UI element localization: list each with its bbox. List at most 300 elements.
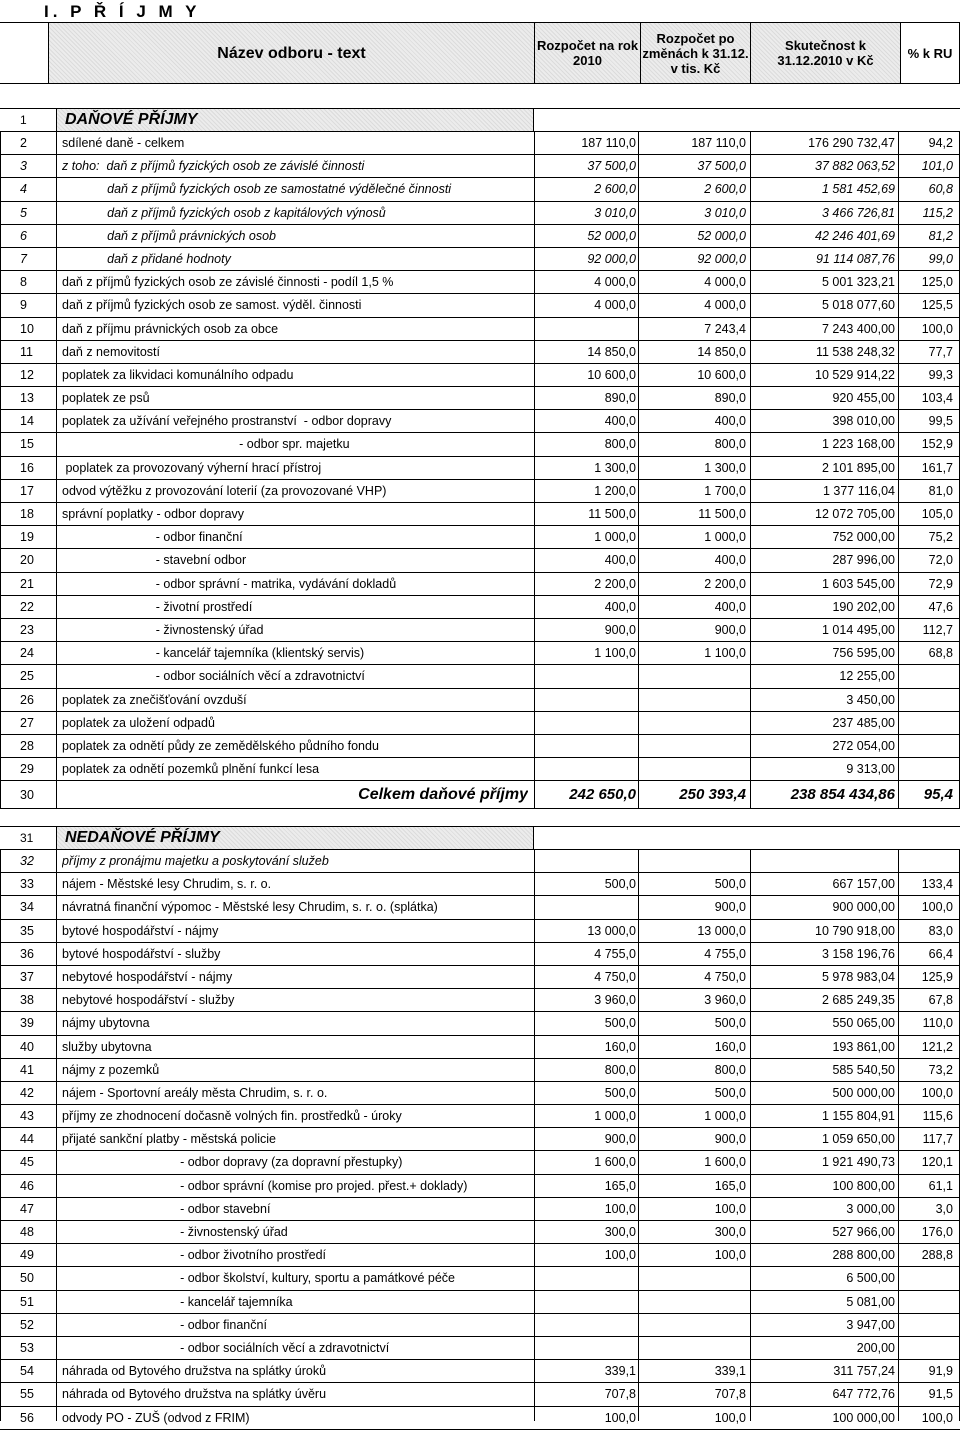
budget-value: 4 000,0	[594, 275, 636, 290]
actual-value: 1 921 490,73	[822, 1155, 895, 1170]
grid-line	[898, 132, 899, 809]
table-row	[0, 1036, 960, 1059]
row-number: 19	[20, 530, 34, 545]
row-name: náhrada od Bytového družstva na splátky úvěru	[62, 1387, 327, 1402]
row-name: služby ubytovna	[62, 1039, 152, 1054]
budget-value: 4 755,0	[594, 946, 636, 961]
budget-value: 300,0	[604, 1225, 636, 1239]
actual-value: 398 010,00	[832, 414, 895, 429]
budget-value: 165,0	[604, 1178, 636, 1193]
row-number: 12	[20, 367, 34, 382]
row-number: 8	[20, 275, 27, 290]
actual-value: 5 978 983,04	[822, 969, 895, 984]
table-row	[0, 873, 960, 896]
budget-value: 1 200,0	[594, 483, 636, 498]
pct-value: 67,8	[928, 993, 953, 1008]
row-name: nájmy z pozemků	[62, 1062, 160, 1077]
table-row	[0, 1128, 960, 1151]
row-number: 32	[20, 854, 34, 868]
row-name: daň z nemovitostí	[62, 344, 160, 359]
grid-line	[534, 132, 535, 809]
actual-value: 900 000,00	[832, 900, 895, 915]
actual-value: 3 000,00	[846, 1201, 895, 1216]
pct-value: 83,0	[928, 923, 953, 938]
pct-value: 75,2	[928, 530, 953, 545]
pct-value: 112,7	[922, 622, 953, 637]
pct-value: 100,0	[921, 1410, 953, 1425]
row-name: poplatek za užívání veřejného prostranství - odbor dopravy	[62, 414, 392, 429]
budget-value: 160,0	[604, 1039, 636, 1054]
row-number: 20	[20, 553, 34, 568]
row-number: 4	[20, 182, 27, 197]
row-name: - odbor spr. majetku	[62, 437, 350, 452]
table-row	[0, 433, 960, 456]
actual-value: 1 014 495,00	[822, 622, 895, 637]
header-pct: % k RU	[900, 23, 960, 83]
table-row	[0, 132, 960, 155]
row-name: odvody PO - ZUŠ (odvod z FRIM)	[62, 1410, 250, 1425]
budget-after-value: 1 000,0	[704, 1109, 746, 1124]
row-number: 9	[20, 298, 27, 313]
budget-value: 13 000,0	[587, 923, 636, 938]
pct-value: 101,0	[921, 159, 953, 174]
row-name: poplatek za uložení odpadů	[62, 715, 215, 730]
budget-after-value: 707,8	[714, 1387, 746, 1402]
budget-after-value: 1 700,0	[704, 483, 746, 498]
row-number: 37	[20, 969, 34, 984]
actual-value: 756 595,00	[832, 646, 895, 661]
row-number: 3	[20, 159, 27, 174]
actual-value: 272 054,00	[832, 738, 895, 753]
actual-value: 1 603 545,00	[822, 576, 895, 591]
row-name: daň z příjmu právnických osob za obce	[62, 321, 279, 336]
row-name: daň z příjmů fyzických osob ze samostatné výdělečné činnosti	[62, 182, 452, 197]
row-number: 52	[20, 1317, 34, 1332]
row-number: 47	[20, 1201, 34, 1216]
budget-value: 1 300,0	[594, 460, 636, 475]
budget-value: 800,0	[604, 1062, 636, 1077]
table-row	[0, 1337, 960, 1360]
row-number: 42	[20, 1085, 34, 1100]
row-number: 43	[20, 1109, 34, 1124]
row-name: poplatek za provozovaný výherní hrací přístroj	[62, 460, 322, 475]
row-name: nebytové hospodářství - služby	[62, 993, 235, 1008]
row-name: - odbor sociálních věcí a zdravotnictví	[62, 1340, 390, 1355]
table-row	[0, 1221, 960, 1244]
grid-line	[750, 132, 751, 809]
row-number: 2	[20, 136, 27, 150]
row-name: - odbor stavební	[62, 1201, 271, 1216]
row-name: poplatek za odnětí půdy ze zemědělského půdního fondu	[62, 738, 379, 753]
pct-value: 125,9	[921, 969, 953, 984]
actual-value: 1 223 168,00	[822, 437, 895, 452]
budget-after-value: 1 100,0	[704, 646, 746, 661]
grid-line	[638, 132, 639, 809]
table-row	[0, 1291, 960, 1314]
pct-value: 125,0	[921, 275, 953, 290]
table-row	[0, 202, 960, 225]
budget-after-value: 4 755,0	[704, 946, 746, 961]
row-number: 22	[20, 599, 34, 614]
pct-value: 176,0	[921, 1225, 953, 1239]
row-name: nájem - Městské lesy Chrudim, s. r. o.	[62, 877, 272, 892]
budget-after-value: 300,0	[714, 1225, 746, 1239]
row-number: 25	[20, 669, 34, 684]
budget-value: 4 000,0	[594, 298, 636, 313]
row-name: poplatek za likvidaci komunálního odpadu	[62, 367, 294, 382]
pct-value: 121,2	[921, 1039, 953, 1054]
section-tax	[0, 108, 960, 132]
actual-value: 647 772,76	[832, 1387, 895, 1402]
actual-value: 500 000,00	[832, 1085, 895, 1100]
table-row	[0, 689, 960, 712]
table-row	[0, 387, 960, 410]
section-num: 31	[20, 831, 34, 845]
pct-value: 81,2	[928, 228, 953, 243]
row-number: 51	[20, 1294, 34, 1309]
budget-value: 400,0	[604, 414, 636, 429]
budget-after-value: 160,0	[714, 1039, 746, 1054]
actual-value: 238 854 434,86	[790, 786, 895, 804]
table-row	[0, 318, 960, 341]
actual-value: 9 313,00	[846, 762, 895, 777]
actual-value: 287 996,00	[832, 553, 895, 568]
pct-value: 161,7	[921, 460, 953, 475]
row-name: nájmy ubytovna	[62, 1016, 150, 1031]
budget-after-value: 165,0	[714, 1178, 746, 1193]
row-name: - odbor školství, kultury, sportu a památkové péče	[62, 1271, 455, 1286]
row-name: daň z příjmů fyzických osob ze závislé činnosti - podíl 1,5 %	[62, 275, 394, 290]
budget-value: 37 500,0	[587, 159, 636, 174]
pct-value: 60,8	[928, 182, 953, 197]
budget-value: 1 000,0	[594, 1109, 636, 1124]
row-name: poplatek za odnětí pozemků plnění funkcí lesa	[62, 762, 320, 777]
row-name: - kancelář tajemníka (klientský servis)	[62, 646, 365, 661]
row-number: 26	[20, 692, 34, 707]
table-header	[0, 22, 960, 84]
pct-value: 133,4	[921, 877, 953, 892]
row-number: 50	[20, 1271, 34, 1286]
pct-value: 95,4	[923, 786, 953, 804]
row-name: poplatek ze psů	[62, 391, 150, 406]
row-name: daň z příjmů právnických osob	[62, 228, 276, 243]
actual-value: 10 790 918,00	[815, 923, 895, 938]
table-row	[0, 1360, 960, 1383]
actual-value: 176 290 732,47	[808, 136, 895, 150]
pct-value: 99,5	[928, 414, 953, 429]
budget-value: 11 500,0	[588, 507, 636, 521]
actual-value: 920 455,00	[832, 391, 895, 406]
table-row	[0, 989, 960, 1012]
table-row	[0, 155, 960, 178]
row-number: 13	[20, 391, 34, 406]
actual-value: 752 000,00	[832, 530, 895, 545]
row-number: 17	[20, 483, 34, 498]
table-row	[0, 271, 960, 294]
budget-value: 3 010,0	[594, 205, 636, 220]
row-number: 16	[20, 460, 34, 475]
section-num: 1	[20, 113, 27, 127]
grid-line	[534, 850, 535, 1421]
section-title: DAŇOVÉ PŘÍJMY	[56, 109, 534, 131]
row-number: 24	[20, 646, 34, 661]
budget-after-value: 4 000,0	[704, 275, 746, 290]
pct-value: 117,7	[922, 1132, 953, 1147]
budget-after-value: 2 200,0	[704, 576, 746, 591]
row-number: 46	[20, 1178, 34, 1193]
budget-value: 4 750,0	[594, 969, 636, 984]
pct-value: 110,0	[922, 1016, 953, 1031]
budget-after-value: 800,0	[714, 1062, 746, 1077]
budget-after-value: 400,0	[714, 553, 746, 568]
budget-value: 14 850,0	[587, 344, 636, 359]
row-name: daň z příjmů fyzických osob z kapitálových výnosů	[62, 205, 386, 220]
budget-value: 242 650,0	[569, 786, 636, 804]
budget-after-value: 92 000,0	[697, 251, 746, 266]
row-name: - životní prostředí	[62, 599, 253, 614]
row-number: 55	[20, 1387, 34, 1402]
budget-after-value: 890,0	[714, 391, 746, 406]
table-row	[0, 642, 960, 665]
actual-value: 12 072 705,00	[815, 507, 895, 521]
row-number: 53	[20, 1340, 34, 1355]
budget-after-value: 187 110,0	[691, 136, 746, 150]
actual-value: 1 377 116,04	[822, 483, 895, 498]
grid-line	[898, 850, 899, 1421]
row-number: 6	[20, 228, 27, 243]
row-number: 14	[20, 414, 34, 429]
table-row	[0, 712, 960, 735]
table-row	[0, 1267, 960, 1290]
actual-value: 1 581 452,69	[822, 182, 895, 197]
table-row	[0, 943, 960, 966]
pct-value: 47,6	[928, 599, 953, 614]
table-row	[0, 1105, 960, 1128]
actual-value: 550 065,00	[832, 1016, 895, 1031]
row-number: 54	[20, 1364, 34, 1379]
row-number: 41	[20, 1062, 34, 1077]
row-number: 34	[20, 900, 34, 915]
grid-line	[0, 850, 1, 1421]
actual-value: 237 485,00	[832, 715, 895, 730]
pct-value: 72,0	[928, 553, 953, 568]
grid-line	[750, 850, 751, 1421]
budget-value: 2 600,0	[594, 182, 636, 197]
row-number: 33	[20, 877, 34, 892]
table-row	[0, 1314, 960, 1337]
actual-value: 100 800,00	[832, 1178, 895, 1193]
row-name: - odbor finanční	[62, 530, 243, 545]
row-name: daň z příjmů fyzických osob ze samost. výděl. činnosti	[62, 298, 362, 313]
actual-value: 288 800,00	[832, 1248, 895, 1263]
total-row	[0, 781, 960, 809]
table-row	[0, 619, 960, 642]
budget-after-value: 3 010,0	[704, 205, 746, 220]
row-number: 29	[20, 762, 34, 777]
budget-after-value: 1 000,0	[704, 530, 746, 545]
actual-value: 2 685 249,35	[822, 993, 895, 1008]
actual-value: 200,00	[856, 1340, 895, 1355]
row-number: 38	[20, 993, 34, 1008]
row-number: 45	[20, 1155, 34, 1170]
table-row	[0, 665, 960, 688]
row-name: náhrada od Bytového družstva na splátky úroků	[62, 1364, 327, 1379]
row-number: 39	[20, 1016, 34, 1031]
table-row	[0, 896, 960, 919]
table-row	[0, 596, 960, 619]
actual-value: 190 202,00	[832, 599, 895, 614]
actual-value: 11 538 248,32	[815, 344, 895, 359]
row-number: 40	[20, 1039, 34, 1054]
actual-value: 193 861,00	[832, 1039, 895, 1054]
pct-value: 91,5	[928, 1387, 953, 1402]
row-number: 27	[20, 715, 34, 730]
row-number: 11	[20, 344, 33, 359]
table-row	[0, 758, 960, 781]
table-row	[0, 341, 960, 364]
table-row	[0, 503, 960, 526]
table-row	[0, 1082, 960, 1105]
budget-after-value: 800,0	[714, 437, 746, 452]
table-row	[0, 966, 960, 989]
budget-after-value: 10 600,0	[697, 367, 746, 382]
budget-after-value: 4 750,0	[704, 969, 746, 984]
actual-value: 3 158 196,76	[822, 946, 895, 961]
table-row	[0, 410, 960, 433]
budget-value: 800,0	[604, 437, 636, 452]
row-name: - odbor dopravy (za dopravní přestupky)	[62, 1155, 403, 1170]
row-number: 5	[20, 205, 27, 220]
budget-after-value: 500,0	[714, 1016, 746, 1031]
budget-after-value: 400,0	[714, 414, 746, 429]
actual-value: 12 255,00	[839, 669, 895, 684]
row-number: 15	[20, 437, 34, 452]
row-number: 10	[20, 321, 34, 336]
actual-value: 667 157,00	[832, 877, 895, 892]
pct-value: 91,9	[928, 1364, 953, 1379]
actual-value: 527 966,00	[832, 1225, 895, 1239]
table-row	[0, 549, 960, 572]
budget-after-value: 100,0	[714, 1248, 746, 1263]
row-name: - živnostenský úřad	[62, 1225, 288, 1239]
pct-value: 99,0	[928, 251, 953, 266]
budget-value: 1 600,0	[594, 1155, 636, 1170]
row-name: návratná finanční výpomoc - Městské lesy Chrudim, s. r. o. (splátka)	[62, 900, 438, 915]
header-actual: Skutečnost k 31.12.2010 v Kč	[750, 23, 900, 83]
row-number: 21	[20, 576, 34, 591]
budget-value: 187 110,0	[581, 136, 636, 150]
grid-line	[638, 850, 639, 1421]
actual-value: 91 114 087,76	[815, 251, 895, 266]
pct-value: 288,8	[921, 1248, 953, 1263]
row-name: bytové hospodářství - služby	[62, 946, 221, 961]
table-row	[0, 1244, 960, 1267]
row-name: nájem - Sportovní areály města Chrudim, s. r. o.	[62, 1085, 328, 1100]
row-name: - odbor správní - matrika, vydávání dokladů	[62, 576, 397, 591]
page-title: I. P Ř Í J M Y	[44, 2, 201, 21]
grid-line	[0, 132, 1, 809]
budget-after-value: 14 850,0	[697, 344, 746, 359]
row-name: správní poplatky - odbor dopravy	[62, 507, 245, 521]
table-row	[0, 573, 960, 596]
pct-value: 152,9	[921, 437, 953, 452]
header-name: Název odboru - text	[48, 23, 534, 83]
actual-value: 10 529 914,22	[815, 367, 895, 382]
section-nontax	[0, 826, 960, 850]
actual-value: 585 540,50	[832, 1062, 895, 1077]
budget-after-value: 3 960,0	[704, 993, 746, 1008]
pct-value: 100,0	[921, 900, 953, 915]
row-name: daň z přidané hodnoty	[62, 251, 231, 266]
actual-value: 311 757,24	[833, 1364, 895, 1379]
budget-value: 400,0	[604, 599, 636, 614]
budget-value: 707,8	[604, 1387, 636, 1402]
budget-value: 500,0	[604, 1016, 636, 1031]
budget-after-value: 11 500,0	[698, 507, 746, 521]
pct-value: 100,0	[921, 1085, 953, 1100]
table-row	[0, 364, 960, 387]
table-row	[0, 294, 960, 317]
table-row	[0, 248, 960, 271]
grid-line	[56, 132, 57, 809]
row-name: nebytové hospodářství - nájmy	[62, 969, 233, 984]
row-name: - stavební odbor	[62, 553, 247, 568]
budget-after-value: 400,0	[714, 599, 746, 614]
row-name: - odbor správní (komise pro projed. přest.+ doklady)	[62, 1178, 468, 1193]
row-name: příjmy ze zhodnocení dočasně volných fin. prostředků - úroky	[62, 1109, 402, 1124]
row-number: 23	[20, 622, 34, 637]
section-title: NEDAŇOVÉ PŘÍJMY	[56, 827, 534, 849]
table-row	[0, 920, 960, 943]
budget-value: 3 960,0	[594, 993, 636, 1008]
row-name: Celkem daňové příjmy	[358, 786, 528, 804]
budget-after-value: 250 393,4	[679, 786, 746, 804]
pct-value: 72,9	[928, 576, 953, 591]
actual-value: 1 155 804,91	[822, 1109, 895, 1124]
grid-line	[56, 850, 57, 1421]
budget-value: 100,0	[604, 1248, 636, 1263]
actual-value: 7 243 400,00	[822, 321, 895, 336]
row-name: z toho: daň z příjmů fyzických osob ze závislé činnosti	[62, 159, 365, 174]
nontax-rows	[0, 850, 960, 1430]
budget-value: 900,0	[604, 622, 636, 637]
budget-value: 92 000,0	[587, 251, 636, 266]
budget-after-value: 900,0	[714, 622, 746, 637]
row-name: odvod výtěžku z provozování loterií (za provozované VHP)	[62, 483, 387, 498]
tax-rows	[0, 132, 960, 809]
actual-value: 3 466 726,81	[822, 205, 895, 220]
row-name: příjmy z pronájmu majetku a poskytování služeb	[62, 854, 329, 868]
budget-value: 1 000,0	[594, 530, 636, 545]
row-name: sdílené daně - celkem	[62, 136, 185, 150]
budget-value: 890,0	[604, 391, 636, 406]
budget-after-value: 500,0	[714, 877, 746, 892]
budget-value: 100,0	[604, 1410, 636, 1425]
header-budget-after: Rozpočet po změnách k 31.12. v tis. Kč	[640, 23, 750, 83]
table-row	[0, 1151, 960, 1174]
pct-value: 100,0	[921, 321, 953, 336]
table-row	[0, 178, 960, 201]
row-number: 56	[20, 1410, 34, 1425]
budget-after-value: 13 000,0	[697, 923, 746, 938]
pct-value: 61,1	[928, 1178, 953, 1193]
row-name: - odbor finanční	[62, 1317, 267, 1332]
actual-value: 1 059 650,00	[822, 1132, 895, 1147]
pct-value: 81,0	[928, 483, 953, 498]
actual-value: 3 450,00	[846, 692, 895, 707]
row-name: bytové hospodářství - nájmy	[62, 923, 219, 938]
pct-value: 3,0	[935, 1201, 953, 1216]
